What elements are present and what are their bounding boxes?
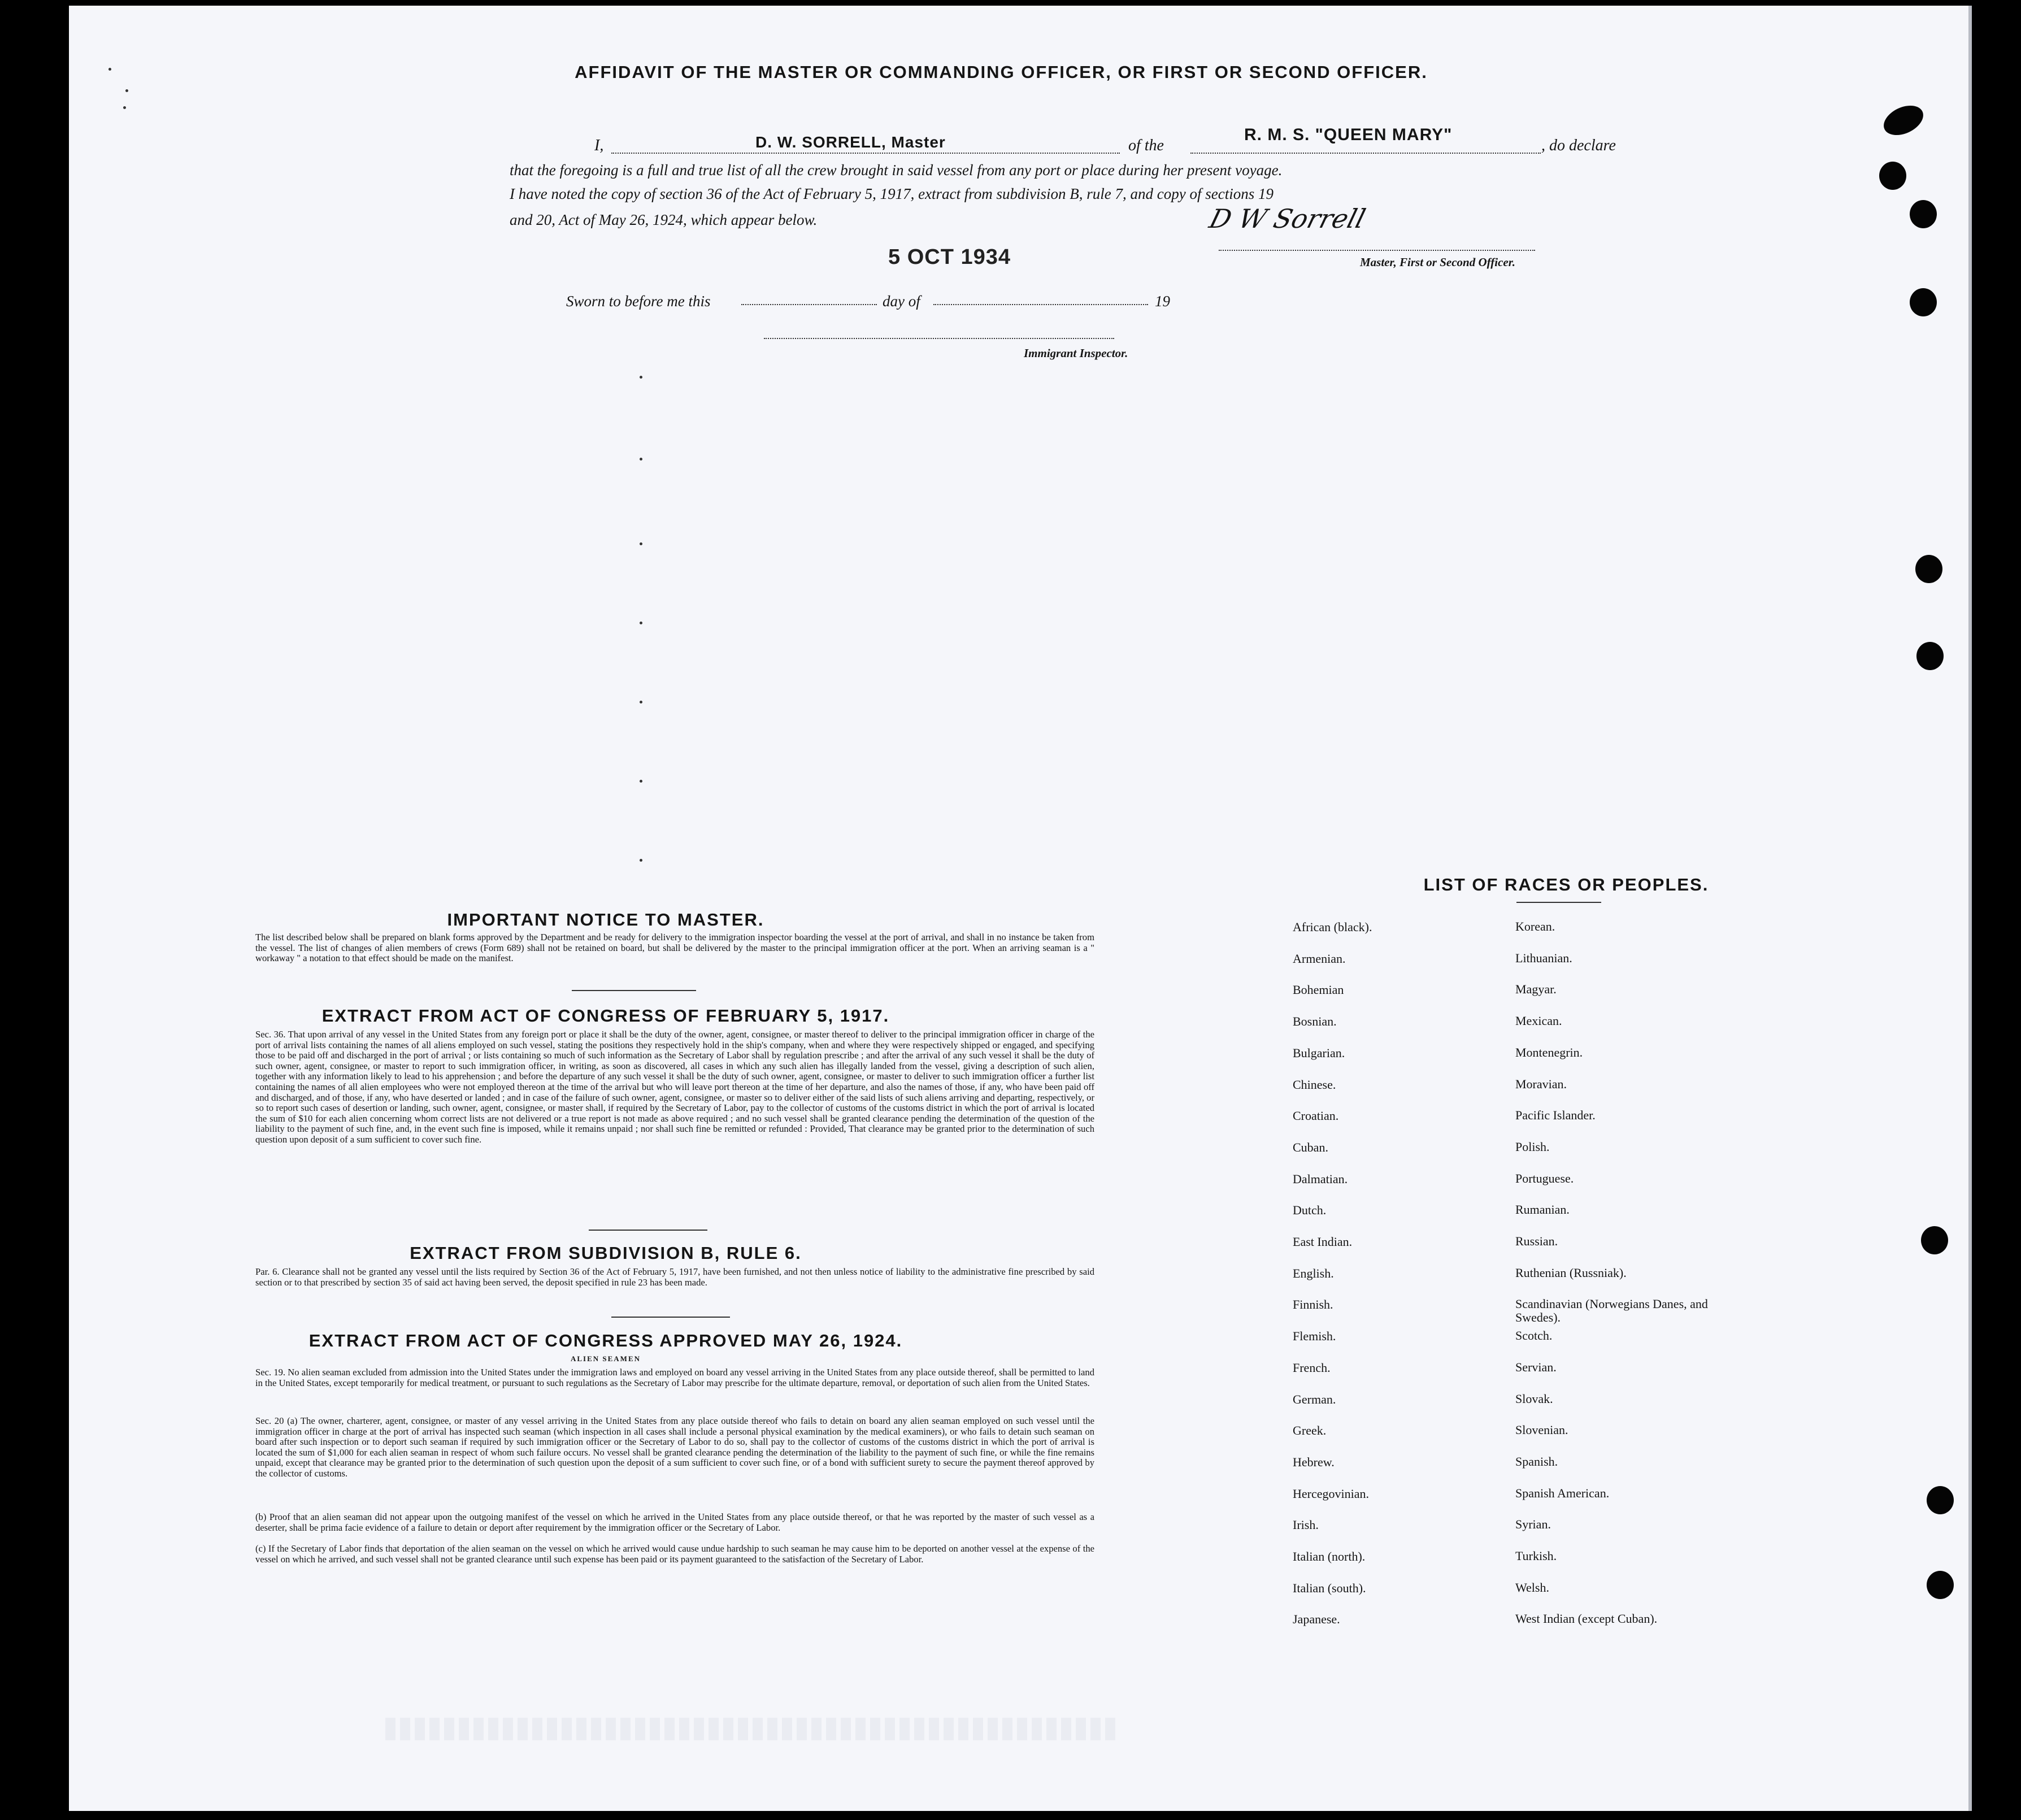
sworn-blank-2 <box>933 304 1148 305</box>
race-item: Syrian. <box>1515 1517 1551 1532</box>
races-title: LIST OF RACES OR PEOPLES. <box>1423 875 1709 894</box>
race-item: Russian. <box>1515 1234 1558 1248</box>
scan-speck <box>640 376 642 379</box>
race-item: Spanish. <box>1515 1454 1558 1469</box>
extract-1924-sec20b: (b) Proof that an alien seaman did not appear upon the outgoing manifest of the vessel on which he arrived in the United States from any place outside thereof, or that he was reported by the master of such vessel as a deserter, shall be prima facie evidence of a failure to detain or deport after requirement by the immigration officer or the Secretary of Labor. <box>255 1511 1094 1533</box>
race-item: Finnish. <box>1293 1297 1333 1312</box>
race-item: Pacific Islander. <box>1515 1108 1596 1123</box>
bleed-through-text <box>385 1718 1120 1740</box>
race-item: Montenegrin. <box>1515 1045 1583 1059</box>
sworn-blank-1 <box>741 304 877 305</box>
signature-caption: Master, First or Second Officer. <box>1360 255 1515 269</box>
affidavit-of-the: of the <box>1128 137 1164 154</box>
race-item: Greek. <box>1293 1423 1327 1438</box>
punch-hole <box>1921 1226 1948 1254</box>
divider <box>589 1230 707 1231</box>
race-item: Cuban. <box>1293 1140 1328 1154</box>
rule6-title: EXTRACT FROM SUBDIVISION B, RULE 6. <box>410 1243 802 1263</box>
sworn-prefix: Sworn to before me this <box>566 293 711 310</box>
race-item: Dalmatian. <box>1293 1171 1348 1186</box>
race-item: Hercegovinian. <box>1293 1486 1369 1501</box>
race-item: Bosnian. <box>1293 1014 1337 1029</box>
race-item: German. <box>1293 1392 1336 1406</box>
notice-title: IMPORTANT NOTICE TO MASTER. <box>447 910 764 929</box>
extract-1924-sec20a: Sec. 20 (a) The owner, charterer, agent, consignee, or master of any vessel arriving in the United States from any place outside thereof who fails to detain on board any alien seaman employed on such vessel until the immigration officer in charge at the port of arrival has inspected such seaman (which inspection in all cases shall include a personal physical examination by the medical examiners), or who fails to detain such seaman on board after such inspection or to deport such seaman if required by such immigration officer or the Secretary of Labor to do so, shall pay to the collector of customs of the customs district in which the port of arrival is located the sum of $1,000 for each alien seaman in respect of whom such failure occurs. No vessel shall be granted clearance pending the determination of the liability to the payment of such fine, or while the fine remains unpaid, except that clearance may be granted prior to the determination of such question upon the deposit of a sum sufficient to cover such fine, or of a bond with sufficient surety to secure the payment thereof approved by the collector of customs. <box>255 1415 1094 1479</box>
race-item: Magyar. <box>1515 982 1557 997</box>
do-declare: , do declare <box>1541 137 1616 154</box>
punch-hole <box>1927 1486 1954 1514</box>
extract-1924-subtitle: ALIEN SEAMEN <box>570 1354 641 1363</box>
race-item: Croatian. <box>1293 1109 1339 1123</box>
race-item: Servian. <box>1515 1359 1557 1374</box>
race-item: Chinese. <box>1293 1077 1336 1092</box>
race-item: Korean. <box>1515 919 1555 933</box>
affidavit-line-4: and 20, Act of May 26, 1924, which appear below. <box>510 211 818 228</box>
race-item: French. <box>1293 1360 1331 1375</box>
race-item: Scandinavian (Norwegians Danes, and Swedes). <box>1515 1297 1708 1325</box>
race-item: Armenian. <box>1293 951 1346 966</box>
divider <box>611 1317 730 1318</box>
race-item: East Indian. <box>1293 1235 1353 1249</box>
race-item: Turkish. <box>1515 1549 1557 1563</box>
punch-hole <box>1927 1571 1954 1599</box>
scan-speck <box>640 780 642 783</box>
scan-speck <box>640 859 642 862</box>
extract-1917-body: Sec. 36. That upon arrival of any vessel in the United States from any foreign port or place it shall be the duty of the owner, agent, consignee, or master thereof to deliver to the principal immigration officer in charge of the port of arrival lists containing the names of all aliens employed on such vessel, stating the positions they respectively hold in the ship's company, when and where they were respectively shipped or engaged, and specifying those to be paid off and discharged in the port of arrival ; or lists containing so much of such information as the Secretary of Labor shall by regulation prescribe ; and after the arrival of any such vessel it shall be the duty of such owner, agent, consignee, or master to report to such immigration officer, in writing, as soon as discovered, all cases in which any such alien has illegally landed from the vessel, giving a description of such alien, together with any information likely to lead to his apprehension ; and before the departure of any such vessel it shall be the duty of such owner, agent, consignee, or master to deliver to such immigration officer a further list containing the names of all alien employees who were not employed thereon at the time of the arrival but who will leave port thereon at the time of her departure, and also the names of those, if any, who have been paid off and discharged, and of those, if any, who have deserted or landed ; and in case of the failure of such owner, agent, consignee, or master so to deliver either of the said lists of such aliens arriving and departing, respectively, or so to report such cases of desertion or landing, such owner, agent, consignee, or master shall, if required by the Secretary of Labor, pay to the collector of customs of the customs district in which the port of arrival is located the sum of $10 for each alien concerning whom correct lists are not delivered or a true report is not made as above required ; and no such vessel shall be granted clearance pending the determination of the question of the liability to the payment of such fine, and, in the event such fine is imposed, while it remains unpaid ; nor shall such fine be remitted or refunded : Provided, That clearance may be granted prior to the determination of such question upon deposit of a sum sufficient to cover such fine. <box>255 1029 1094 1145</box>
affidavit-i: I, <box>594 137 604 154</box>
sworn-year: 19 <box>1155 293 1170 310</box>
document-page <box>69 6 1972 1811</box>
divider <box>1516 902 1601 903</box>
race-item: Hebrew. <box>1293 1454 1335 1469</box>
scan-speck <box>125 89 128 92</box>
punch-hole <box>1910 288 1937 316</box>
race-item: Ruthenian (Russniak). <box>1515 1265 1627 1280</box>
race-item: Bohemian <box>1293 983 1344 997</box>
signature-line <box>1219 250 1535 251</box>
inspector-caption: Immigrant Inspector. <box>1024 346 1128 360</box>
extract-1924-sec20c: (c) If the Secretary of Labor finds that deportation of the alien seaman on the vessel on which he arrived would cause undue hardship to such seaman he may cause him to be deported on another vessel at the expense of the vessel on which he arrived, and such vessel shall not be granted clearance until such expense has been paid or its payment guaranteed to the satisfaction of the Secretary of Labor. <box>255 1543 1094 1565</box>
punch-hole <box>1879 162 1906 190</box>
race-item: Welsh. <box>1515 1580 1549 1595</box>
scan-speck <box>640 622 642 624</box>
affidavit-title: AFFIDAVIT OF THE MASTER OR COMMANDING OFFICER, OR FIRST OR SECOND OFFICER. <box>575 62 1428 82</box>
extract-1917-title: EXTRACT FROM ACT OF CONGRESS OF FEBRUARY 5, 1917. <box>321 1006 890 1026</box>
master-name-line <box>611 153 1120 154</box>
affidavit-line-2: that the foregoing is a full and true list of all the crew brought in said vessel from any port or place during her present voyage. <box>510 162 1283 179</box>
divider <box>572 990 696 991</box>
extract-1924-title: EXTRACT FROM ACT OF CONGRESS APPROVED MAY 26, 1924. <box>308 1331 903 1350</box>
race-item: Slovenian. <box>1515 1423 1568 1437</box>
master-signature: D W Sorrell <box>1206 203 1369 234</box>
race-item: Spanish American. <box>1515 1485 1610 1500</box>
scan-speck <box>640 458 642 461</box>
inspector-line <box>764 338 1114 339</box>
race-item: Japanese. <box>1293 1612 1340 1627</box>
punch-hole <box>1910 200 1937 228</box>
scan-speck <box>123 106 126 109</box>
punch-hole <box>1915 555 1942 583</box>
race-item: Polish. <box>1515 1139 1550 1154</box>
extract-1924-sec19: Sec. 19. No alien seaman excluded from admission into the United States under the immigration laws and employed on board any vessel arriving in the United States from any place outside thereof, shall be permitted to land in the United States, except temporarily for medical treatment, or pursuant to such regulations as the Secretary of Labor may prescribe for the ultimate departure, removal, or deportation of such alien from the United States. <box>255 1367 1094 1388</box>
race-item: Irish. <box>1293 1518 1319 1532</box>
race-item: English. <box>1293 1266 1334 1280</box>
rule6-body: Par. 6. Clearance shall not be granted any vessel until the lists required by Section 36 of the Act of February 5, 1917, have been furnished, and not then unless notice of liability to the administrative fine prescribed by said section or to that prescribed by section 35 of said act having been served, the deposit specified in rule 23 has been made. <box>255 1266 1094 1288</box>
scan-speck <box>108 68 111 71</box>
sworn-day: day of <box>883 293 920 310</box>
race-item: Portuguese. <box>1515 1171 1574 1185</box>
scan-speck <box>640 542 642 545</box>
race-item: West Indian (except Cuban). <box>1515 1611 1658 1626</box>
scan-speck <box>640 701 642 703</box>
vessel-line <box>1190 153 1541 154</box>
affidavit-line-3: I have noted the copy of section 36 of the Act of February 5, 1917, extract from subdivision B, rule 7, and copy of sections 19 <box>510 185 1274 202</box>
master-name: D. W. SORRELL, Master <box>755 133 946 151</box>
punch-hole <box>1916 642 1944 670</box>
race-item: Mexican. <box>1515 1014 1562 1028</box>
race-item: Moravian. <box>1515 1076 1567 1091</box>
race-item: Rumanian. <box>1515 1202 1570 1217</box>
race-item: Lithuanian. <box>1515 950 1572 965</box>
date-stamp: 5 OCT 1934 <box>888 245 1011 269</box>
notice-body: The list described below shall be prepared on blank forms approved by the Department and be ready for delivery to the immigration inspector boarding the vessel at the port of arrival, and shall in no instance be taken from the vessel. The list of changes of alien members of crews (Form 689) shall not be retained on board, but shall be delivered by the master to the principal immigration officer at the port. When an arriving seaman is a " workaway " a notation to that effect should be made on the manifest. <box>255 932 1094 964</box>
race-item: Slovak. <box>1515 1391 1553 1406</box>
race-item: African (black). <box>1293 920 1372 934</box>
race-item: Dutch. <box>1293 1203 1327 1218</box>
race-item: Italian (south). <box>1293 1580 1366 1595</box>
vessel-name: R. M. S. "QUEEN MARY" <box>1244 125 1453 144</box>
race-item: Italian (north). <box>1293 1549 1366 1563</box>
race-item: Flemish. <box>1293 1329 1336 1344</box>
race-item: Bulgarian. <box>1293 1045 1345 1060</box>
race-item: Scotch. <box>1515 1328 1553 1343</box>
